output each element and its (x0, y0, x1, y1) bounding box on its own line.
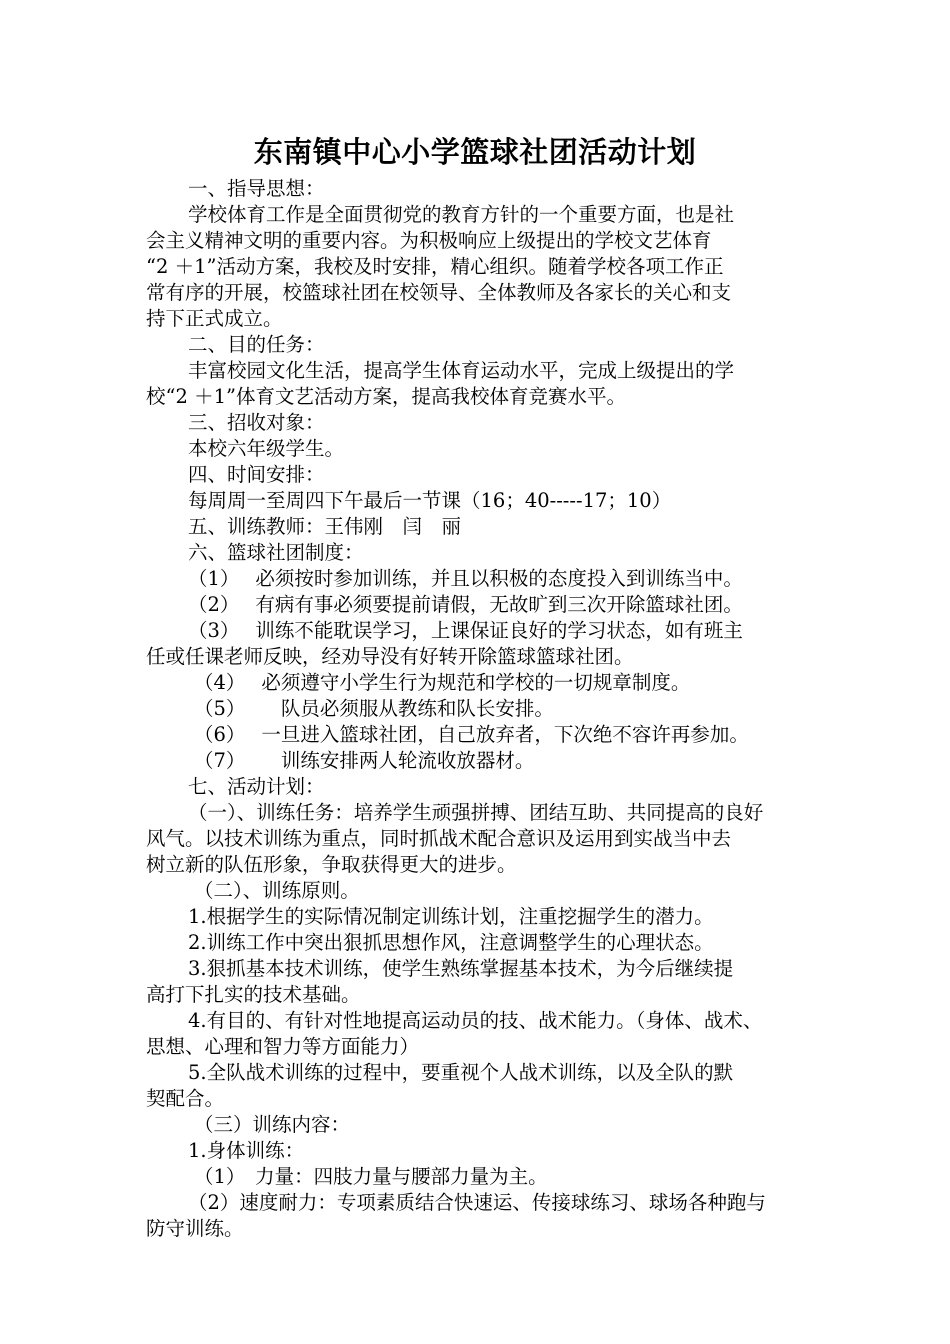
text-line: 1.根据学生的实际情况制定训练计划，注重挖掘学生的潜力。 (188, 905, 714, 928)
text-line: 四、时间安排： (188, 463, 325, 486)
text-line: 六、篮球社团制度： (188, 541, 364, 564)
text-line: 一、指导思想： (188, 177, 325, 200)
text-line: 任或任课老师反映，经劝导没有好转开除篮球篮球社团。 (146, 645, 634, 668)
text-line: 风气。以技术训练为重点，同时抓战术配合意识及运用到实战当中去 (146, 827, 732, 850)
text-line: 七、活动计划： (188, 775, 325, 798)
text-line: （1） 力量：四肢力量与腰部力量为主。 (194, 1165, 548, 1188)
text-line: （6） 一旦进入篮球社团，自己放弃者，下次绝不容许再参加。 (194, 723, 749, 746)
text-line: 持下正式成立。 (146, 307, 283, 330)
document-title: 东南镇中心小学篮球社团活动计划 (253, 135, 697, 169)
text-line: 2.训练工作中突出狠抓思想作风，注意调整学生的心理状态。 (188, 931, 714, 954)
text-line: （2）速度耐力：专项素质结合快速运、传接球练习、球场各种跑与 (188, 1191, 766, 1214)
text-line: 学校体育工作是全面贯彻党的教育方针的一个重要方面，也是社 (188, 203, 735, 226)
text-line: 3.狠抓基本技术训练，使学生熟练掌握基本技术，为今后继续提 (188, 957, 734, 980)
text-line: 每周周一至周四下午最后一节课（16；40-----17；10） (188, 489, 672, 512)
text-line: “2 ＋1”活动方案，我校及时安排，精心组织。随着学校各项工作正 (146, 255, 724, 278)
text-line: （7） 训练安排两人轮流收放器材。 (194, 749, 535, 772)
text-line: （5） 队员必须服从教练和队长安排。 (194, 697, 554, 720)
text-line: 五、训练教师：王伟刚 闫 丽 (188, 515, 462, 538)
text-line: 防守训练。 (146, 1217, 244, 1240)
text-line: 本校六年级学生。 (188, 437, 345, 460)
text-line: 常有序的开展，校篮球社团在校领导、全体教师及各家长的关心和支 (146, 281, 732, 304)
text-line: （2） 有病有事必须要提前请假，无故旷到三次开除篮球社团。 (188, 593, 743, 616)
text-line: 三、招收对象： (188, 411, 325, 434)
text-line: （一）、训练任务：培养学生顽强拼搏、团结互助、共同提高的良好 (188, 801, 764, 824)
text-line: 5.全队战术训练的过程中，要重视个人战术训练，以及全队的默 (188, 1061, 734, 1084)
text-line: 会主义精神文明的重要内容。为积极响应上级提出的学校文艺体育 (146, 229, 712, 252)
text-line: （4） 必须遵守小学生行为规范和学校的一切规章制度。 (194, 671, 691, 694)
text-line: （三）训练内容： (194, 1113, 351, 1136)
text-line: 二、目的任务： (188, 333, 325, 356)
text-line: 4.有目的、有针对性地提高运动员的技、战术能力。（身体、战术、 (188, 1009, 763, 1032)
document-body (146, 176, 810, 1242)
text-line: （1） 必须按时参加训练，并且以积极的态度投入到训练当中。 (188, 567, 743, 590)
text-line: （二）、训练原则。 (194, 879, 360, 902)
text-line: 校“2 ＋1”体育文艺活动方案，提高我校体育竞赛水平。 (146, 385, 626, 408)
text-line: 契配合。 (146, 1087, 225, 1110)
text-line: 高打下扎实的技术基础。 (146, 983, 361, 1006)
text-line: 思想、心理和智力等方面能力） (146, 1035, 420, 1058)
text-line: （3） 训练不能耽误学习，上课保证良好的学习状态，如有班主 (188, 619, 743, 642)
text-line: 丰富校园文化生活，提高学生体育运动水平，完成上级提出的学 (188, 359, 735, 382)
text-line: 1.身体训练： (188, 1139, 305, 1162)
text-line: 树立新的队伍形象，争取获得更大的进步。 (146, 853, 517, 876)
